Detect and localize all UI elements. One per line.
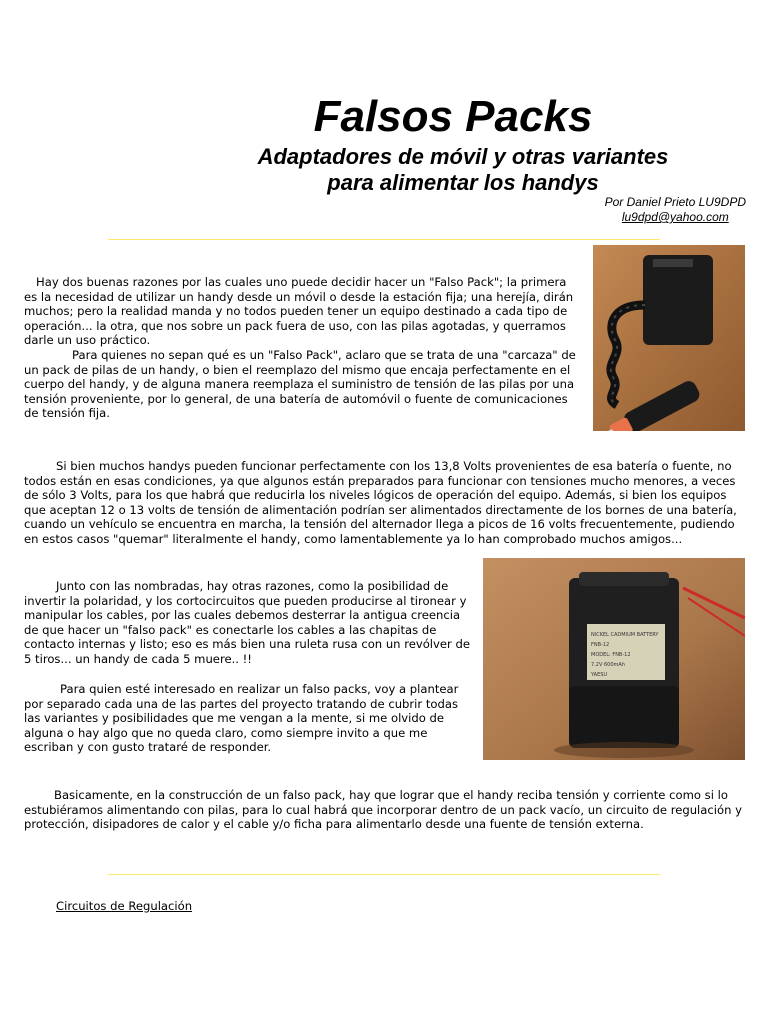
subtitle-line-2: para alimentar los handys — [327, 170, 599, 195]
paragraph-1: Hay dos buenas razones por las cuales uno puede decidir hacer un "Falso Pack"; la primera es la necesidad de utilizar un handy desde un móvil o desde la estación fija; una herejía, dirán muchos; pero la realidad manda y no todos pueden tener un equipo destinado a cada tipo de operación... la otra, que nos sobre un pack fuera de uso, con las pilas agotadas, y querramos darle un uso práctico. — [24, 275, 574, 348]
battery-label-line-1: NICKEL CADMIUM BATTERY — [591, 632, 659, 638]
author-email-link[interactable]: lu9dpd@yahoo.com — [621, 210, 729, 224]
author-byline — [605, 195, 746, 225]
paragraph-2: Para quienes no sepan qué es un "Falso Pack", aclaro que se trata de una "carcaza" de un pack de pilas de un handy, o bien el reemplazo del mismo que encaja perfectamente en el cuerpo del handy, y de alguna manera reemplaza el suministro de tensión de las pilas por una tensión proveniente, por lo general, de una batería de automóvil o fuente de comunicaciones de tensión fija. — [24, 348, 576, 421]
author-name: Por Daniel Prieto LU9DPD — [604, 195, 746, 209]
paragraph-5: Para quien esté interesado en realizar un falso packs, voy a plantear por separado cada una de las partes del proyecto tratando de cubrir todas las variantes y posibilidades que me vengan a la mente, si me olvido de alguna o hay algo que no queda claro, como siempre invito a que me escriban y con gusto trataré de responder. — [24, 682, 459, 755]
subtitle-line-1: Adaptadores de móvil y otras variantes — [257, 144, 669, 169]
paragraph-3: Si bien muchos handys pueden funcionar perfectamente con los 13,8 Volts provenientes de esa batería o fuente, no todos están en esas condiciones, ya que algunos están preparados para funcionar con tensiones mucho menores, a veces de sólo 3 Volts, para los que habrá que reducirla los niveles lógicos de operación del equipo. Además, si bien los equipos que aceptan 12 o 13 volts de tensión de alimentación podrían ser alimentados directamente de los bornes de una batería, cuando un vehículo se encuentra en marcha, la tensión del alternador llega a picos de 16 volts frecuentemente, pudiendo en estos casos "quemar" literalmente el handy, como lamentablemente ya lo han comprobado muchos amigos... — [24, 459, 737, 546]
battery-label-line-4: 7.2V 600mAh — [591, 662, 625, 668]
battery-label-line-3: MODEL: FNB-12 — [591, 652, 631, 658]
page-subtitle — [200, 144, 726, 196]
battery-pack-image — [483, 558, 745, 760]
photo-battery-pack — [483, 558, 745, 760]
paragraph-4: Junto con las nombradas, hay otras razones, como la posibilidad de invertir la polaridad, y los cortocircuitos que pueden producirse al tironear y manipular los cables, por las cuales debemos desterrar la antigua creencia de que hacer un "falso pack" es conectarle los cables a las chapitas de contacto internas y listo; eso es más bien una ruleta rusa con un revólver de 5 tiros... un handy de cada 5 muere.. !! — [24, 579, 470, 666]
circuitos-regulacion-link[interactable]: Circuitos de Regulación — [56, 899, 193, 913]
paragraph-6: Basicamente, en la construcción de un falso pack, hay que lograr que el handy reciba tensión y corriente como si lo estubiéramos alimentando con pilas, para lo cual habrá que incorporar dentro de un pack vacío, un circuito de regulación y protección, disipadores de calor y el cable y/o ficha para alimentarlo desde una fuente de tensión externa. — [24, 788, 742, 832]
cigarette-adapter-image — [593, 245, 745, 431]
battery-label-line-2: FNB-12 — [591, 642, 610, 648]
page-title: Falsos Packs — [313, 92, 593, 141]
battery-label-line-5: YAESU — [591, 672, 608, 678]
photo-cigarette-adapter — [593, 245, 745, 431]
divider-top — [108, 239, 660, 240]
divider-bottom — [108, 874, 660, 875]
